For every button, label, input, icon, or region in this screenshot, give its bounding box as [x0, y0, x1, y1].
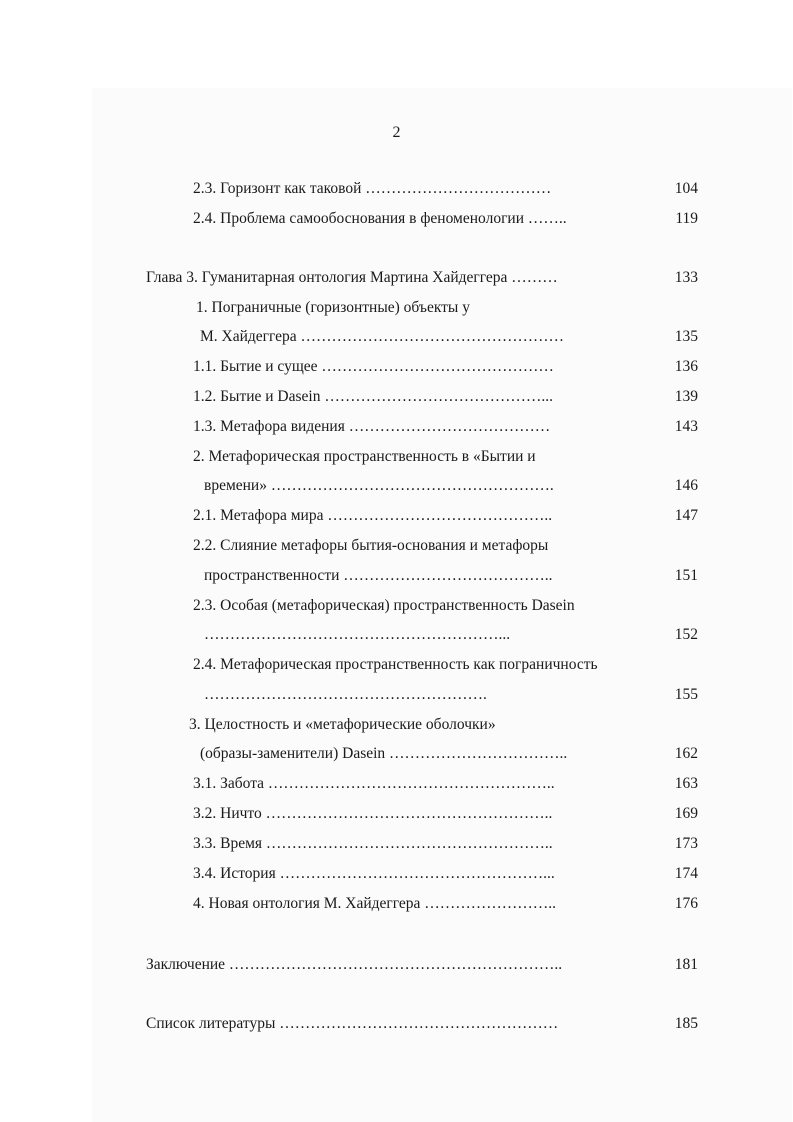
toc-entry-2-2-cont: пространственности …………………………………..: [204, 567, 553, 584]
toc-page-number: 185: [674, 1015, 698, 1032]
toc-page-number: 181: [674, 956, 698, 973]
toc-page-number: 163: [674, 775, 698, 792]
toc-conclusion: Заключение ………………………………………………………..: [146, 956, 563, 973]
toc-entry-3: 3. Целостность и «метафорические оболочки»: [189, 716, 496, 733]
toc-page-number: 169: [674, 805, 698, 822]
toc-entry-2-1: 2.1. Метафора мира ……………………………………..: [193, 507, 553, 524]
toc-entry-2-4-border: 2.4. Метафорическая пространственность как пограничность: [193, 656, 598, 673]
toc-entry-3-1: 3.1. Забота ………………………………………………..: [193, 775, 555, 792]
toc-entry-1: 1. Пограничные (горизонтные) объекты у: [196, 299, 470, 316]
toc-entry-2-4: 2.4. Проблема самообоснования в феноменологии ……..: [193, 210, 567, 227]
toc-entry-1-2: 1.2. Бытие и Dasein ……………………………………...: [193, 388, 553, 405]
toc-entry-2-3: 2.3. Горизонт как таковой ………………………………: [193, 180, 552, 197]
toc-page-number: 139: [674, 388, 698, 405]
toc-entry-3-2: 3.2. Ничто ………………………………………………..: [193, 805, 553, 822]
toc-chapter-3: Глава 3. Гуманитарная онтология Мартина Хайдеггера ………: [146, 269, 558, 286]
page-number: 2: [392, 124, 401, 141]
toc-entry-2-3-dasein-cont: …………………………………………………...: [204, 626, 511, 643]
toc-bibliography: Список литературы ………………………………………………: [146, 1015, 559, 1032]
toc-entry-2-cont: времени» ……………………………………………….: [204, 477, 554, 494]
toc-page-number: 155: [674, 686, 698, 703]
toc-page-number: 152: [674, 626, 698, 643]
toc-page-number: 135: [674, 328, 698, 345]
toc-page-number: 162: [674, 745, 698, 762]
toc-entry-1-3: 1.3. Метафора видения …………………………………: [193, 418, 551, 435]
toc-entry-3-3: 3.3. Время ………………………………………………..: [193, 835, 553, 852]
toc-page-number: 151: [674, 567, 698, 584]
toc-entry-1-1: 1.1. Бытие и сущее ………………………………………: [193, 358, 554, 375]
toc-page-number: 136: [674, 358, 698, 375]
toc-page-number: 133: [674, 269, 698, 286]
toc-entry-2: 2. Метафорическая пространственность в «Бытии и: [193, 448, 536, 465]
toc-page-number: 146: [674, 477, 698, 494]
toc-page-number: 176: [674, 895, 698, 912]
toc-entry-2-3-dasein: 2.3. Особая (метафорическая) пространственность Dasein: [193, 597, 575, 614]
toc-page-number: 104: [674, 180, 698, 197]
toc-page-number: 147: [674, 507, 698, 524]
toc-entry-2-2: 2.2. Слияние метафоры бытия-основания и метафоры: [193, 537, 549, 554]
toc-entry-4: 4. Новая онтология М. Хайдеггера ……………………..: [193, 895, 557, 912]
toc-page-number: 119: [675, 210, 698, 227]
toc-entry-3-4: 3.4. История ……………………………………………...: [193, 865, 555, 882]
toc-page-number: 143: [674, 418, 698, 435]
toc-entry-2-4-border-cont: ……………………………………………….: [204, 686, 487, 703]
toc-page-number: 174: [674, 865, 698, 882]
toc-page-number: 173: [674, 835, 698, 852]
toc-entry-1-cont: М. Хайдеггера ……………………………………………: [200, 328, 565, 345]
toc-entry-3-cont: (образы-заменители) Dasein ……………………………..: [200, 745, 568, 762]
